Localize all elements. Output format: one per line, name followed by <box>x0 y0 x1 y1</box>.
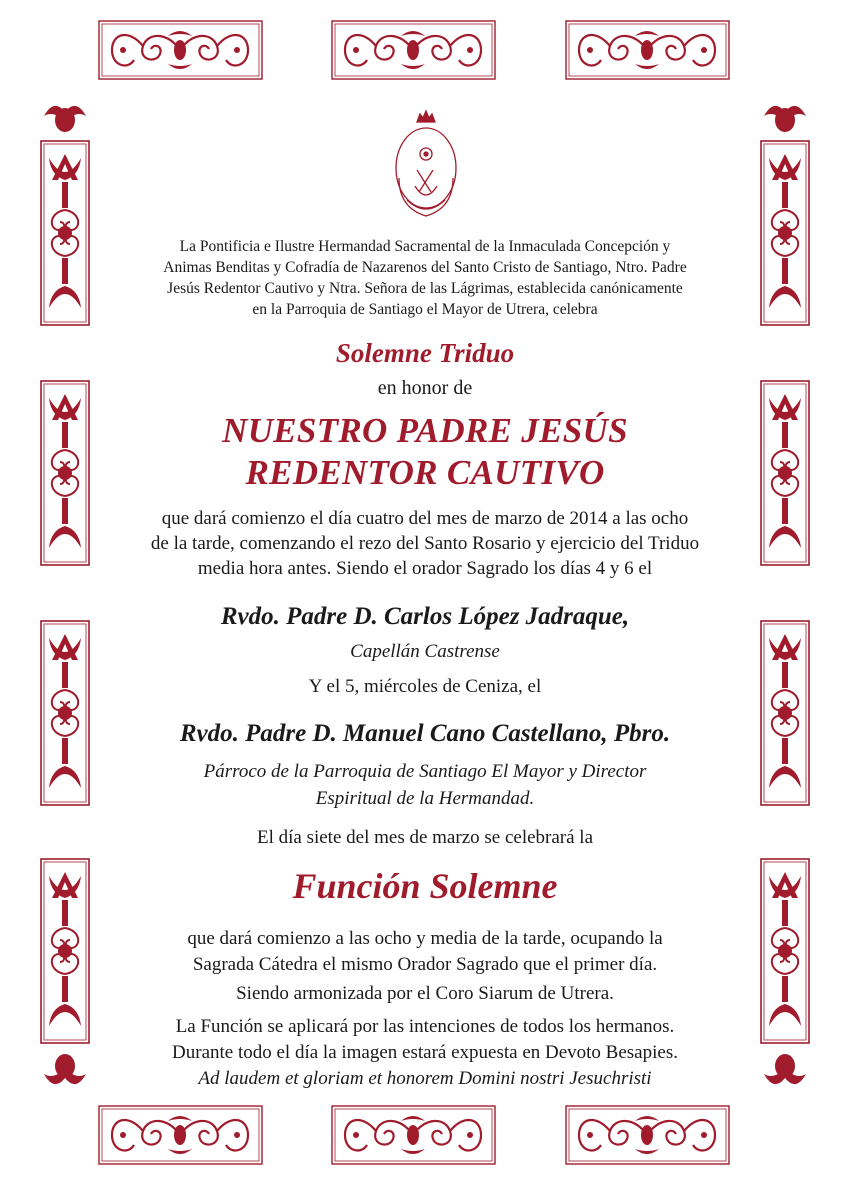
left-border-panel-1 <box>40 140 90 326</box>
intenciones-line: La Función se aplicará por las intenciones de todos los hermanos. <box>175 1016 675 1037</box>
intro-line: La Pontificia e Ilustre Hermandad Sacramental de la Inmaculada Concepción y <box>179 238 671 255</box>
orador2-title <box>110 758 740 812</box>
intro-line: en la Parroquia de Santiago el Mayor de Utrera, celebra <box>252 301 598 318</box>
besapies-line: Durante todo el día la imagen estará expuesta en Devoto Besapies. <box>172 1042 678 1063</box>
brotherhood-crest <box>387 108 465 220</box>
triduo-title: Solemne Triduo <box>335 338 515 368</box>
paragraph-line: Sagrada Cátedra el mismo Orador Sagrado que el primer día. <box>192 954 658 975</box>
paragraph-line: que dará comienzo el día cuatro del mes de marzo de 2014 a las ocho <box>161 508 689 529</box>
day7-line: El día siete del mes de marzo se celebrará la <box>256 827 594 848</box>
paragraph-line: media hora antes. Siendo el orador Sagrado los días 4 y 6 el <box>197 558 653 579</box>
bottom-border-ornament-right <box>565 1104 730 1166</box>
scroll-ornament-icon <box>98 1104 263 1166</box>
main-title <box>110 410 740 494</box>
scroll-ornament-icon <box>98 20 263 80</box>
foliate-panel-icon <box>40 858 90 1044</box>
brotherhood-crest-icon <box>387 108 465 220</box>
bottom-left-cherub-ornament <box>40 1048 90 1094</box>
foliate-panel-icon <box>40 140 90 326</box>
funcion-paragraph <box>110 926 740 978</box>
scroll-ornament-icon <box>331 20 496 80</box>
bottom-border-ornament-left <box>98 1104 263 1166</box>
foliate-panel-icon <box>760 140 810 326</box>
orador1-title: Capellán Castrense <box>350 641 500 662</box>
bottom-border-ornament-center <box>331 1104 496 1166</box>
intro-paragraph <box>110 236 740 320</box>
cherub-ornament-icon <box>40 1048 90 1094</box>
top-border-ornament-left <box>98 20 263 80</box>
triduo-paragraph <box>110 506 740 581</box>
foliate-panel-icon <box>40 620 90 806</box>
closing-paragraph <box>110 1014 740 1092</box>
foliate-panel-icon <box>760 620 810 806</box>
cherub-ornament-icon <box>760 1048 810 1094</box>
left-border-panel-4 <box>40 858 90 1044</box>
left-border-panel-2 <box>40 380 90 566</box>
paragraph-line: que dará comienzo a las ocho y media de la tarde, ocupando la <box>187 928 663 949</box>
orador2-title-line: Párroco de la Parroquia de Santiago El Mayor y Director <box>203 761 647 782</box>
right-border-panel-2 <box>760 380 810 566</box>
main-title-line: REDENTOR CAUTIVO <box>245 453 605 492</box>
cherub-ornament-icon <box>40 96 90 136</box>
orador1-name: Rvdo. Padre D. Carlos López Jadraque, <box>220 603 630 630</box>
funcion-title: Función Solemne <box>292 866 558 906</box>
intro-line: Jesús Redentor Cautivo y Ntra. Señora de las Lágrimas, establecida canónicamente <box>167 280 683 297</box>
latin-motto: Ad laudem et gloriam et honorem Domini nostri Jesuchristi <box>198 1068 652 1089</box>
top-right-cherub-ornament <box>760 96 810 136</box>
honor-subtitle: en honor de <box>377 377 473 399</box>
right-border-panel-3 <box>760 620 810 806</box>
foliate-panel-icon <box>760 380 810 566</box>
top-left-cherub-ornament <box>40 96 90 136</box>
scroll-ornament-icon <box>565 20 730 80</box>
top-border-ornament-center <box>331 20 496 80</box>
paragraph-line: de la tarde, comenzando el rezo del Santo Rosario y ejercicio del Triduo <box>150 533 700 554</box>
foliate-panel-icon <box>760 858 810 1044</box>
orador2-title-line: Espiritual de la Hermandad. <box>315 788 535 809</box>
main-title-line: NUESTRO PADRE JESÚS <box>222 411 628 450</box>
right-border-panel-4 <box>760 858 810 1044</box>
bottom-right-cherub-ornament <box>760 1048 810 1094</box>
intro-line: Animas Benditas y Cofradía de Nazarenos del Santo Cristo de Santiago, Ntro. Padre <box>163 259 687 276</box>
scroll-ornament-icon <box>331 1104 496 1166</box>
foliate-panel-icon <box>40 380 90 566</box>
right-border-panel-1 <box>760 140 810 326</box>
orador2-name: Rvdo. Padre D. Manuel Cano Castellano, Pbro. <box>179 720 671 747</box>
day5-line: Y el 5, miércoles de Ceniza, el <box>308 676 542 697</box>
coro-line: Siendo armonizada por el Coro Siarum de Utrera. <box>236 983 614 1004</box>
top-border-ornament-right <box>565 20 730 80</box>
scroll-ornament-icon <box>565 1104 730 1166</box>
cherub-ornament-icon <box>760 96 810 136</box>
left-border-panel-3 <box>40 620 90 806</box>
